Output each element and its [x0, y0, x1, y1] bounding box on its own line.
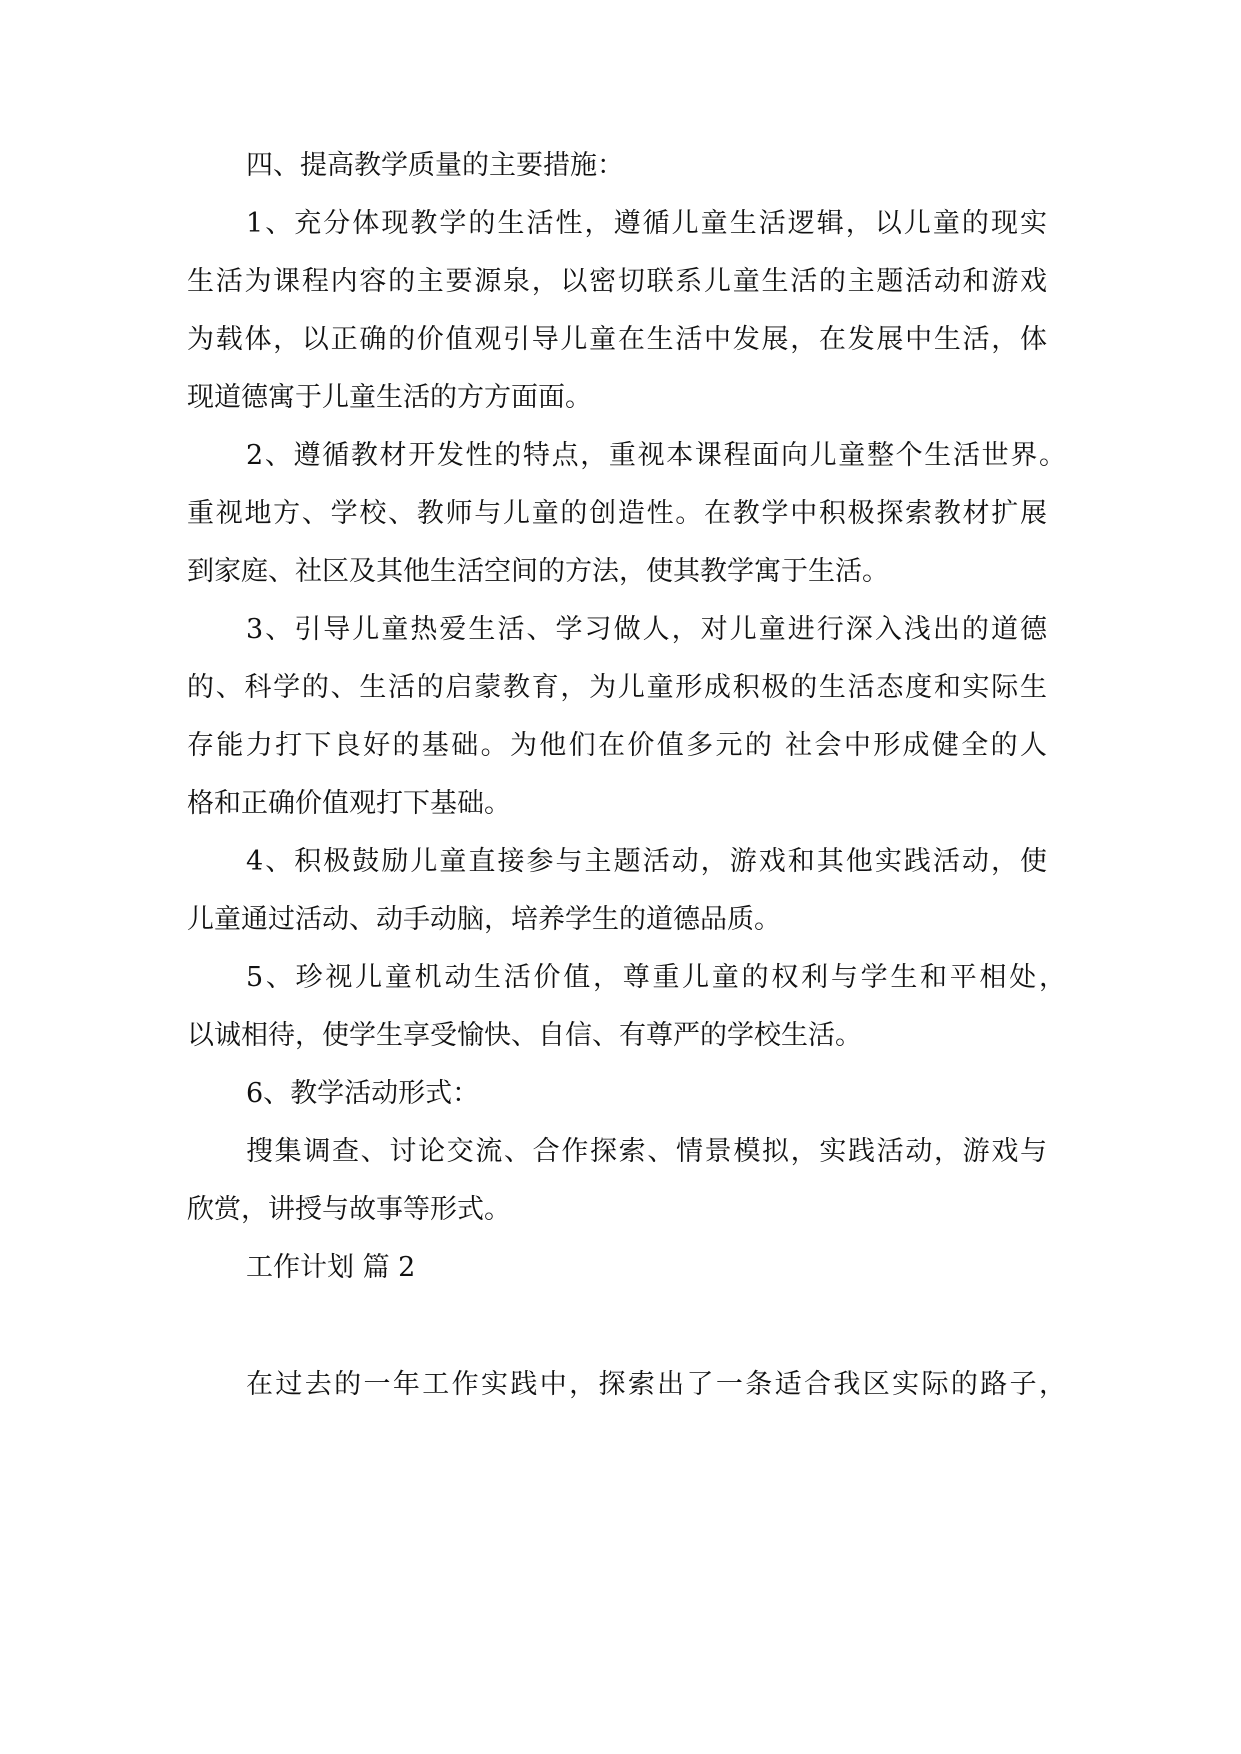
paragraph-3-line-1: 3、引导儿童热爱生活、学习做人，对儿童进行深入浅出的道德	[246, 614, 1047, 645]
section-heading-measures: 四、提高教学质量的主要措施：	[246, 150, 624, 181]
paragraph-7-line-2: 欣赏，讲授与故事等形式。	[187, 1194, 511, 1225]
section-title-plan-2: 工作计划 篇 2	[246, 1252, 416, 1283]
paragraph-1-line-4: 现道德寓于儿童生活的方方面面。	[187, 382, 592, 413]
paragraph-4-line-2: 儿童通过活动、动手动脑，培养学生的道德品质。	[187, 904, 781, 935]
paragraph-1-line-1: 1、充分体现教学的生活性，遵循儿童生活逻辑，以儿童的现实	[246, 208, 1047, 239]
paragraph-3-line-3: 存能力打下良好的基础。为他们在价值多元的 社会中形成健全的人	[187, 730, 1047, 761]
paragraph-5-line-2: 以诚相待，使学生享受愉快、自信、有尊严的学校生活。	[187, 1020, 862, 1051]
paragraph-7-line-1: 搜集调查、讨论交流、合作探索、情景模拟，实践活动，游戏与	[246, 1136, 1047, 1167]
paragraph-2-line-3: 到家庭、社区及其他生活空间的方法，使其教学寓于生活。	[187, 556, 889, 587]
paragraph-3-line-2: 的、科学的、生活的启蒙教育，为儿童形成积极的生活态度和实际生	[187, 672, 1047, 703]
paragraph-4-line-1: 4、积极鼓励儿童直接参与主题活动，游戏和其他实践活动，使	[246, 846, 1047, 877]
paragraph-5-line-1: 5、珍视儿童机动生活价值，尊重儿童的权利与学生和平相处，	[246, 962, 1066, 993]
paragraph-8-line-1: 在过去的一年工作实践中，探索出了一条适合我区实际的路子，	[246, 1369, 1066, 1400]
paragraph-1-line-2: 生活为课程内容的主要源泉，以密切联系儿童生活的主题活动和游戏	[187, 266, 1047, 297]
paragraph-2-line-2: 重视地方、学校、教师与儿童的创造性。在教学中积极探索教材扩展	[187, 498, 1047, 529]
paragraph-1-line-3: 为载体，以正确的价值观引导儿童在生活中发展，在发展中生活，体	[187, 324, 1047, 355]
paragraph-2-line-1: 2、遵循教材开发性的特点，重视本课程面向儿童整个生活世界。	[246, 440, 1066, 471]
paragraph-6-heading: 6、教学活动形式：	[246, 1078, 480, 1109]
paragraph-3-line-4: 格和正确价值观打下基础。	[187, 788, 511, 819]
